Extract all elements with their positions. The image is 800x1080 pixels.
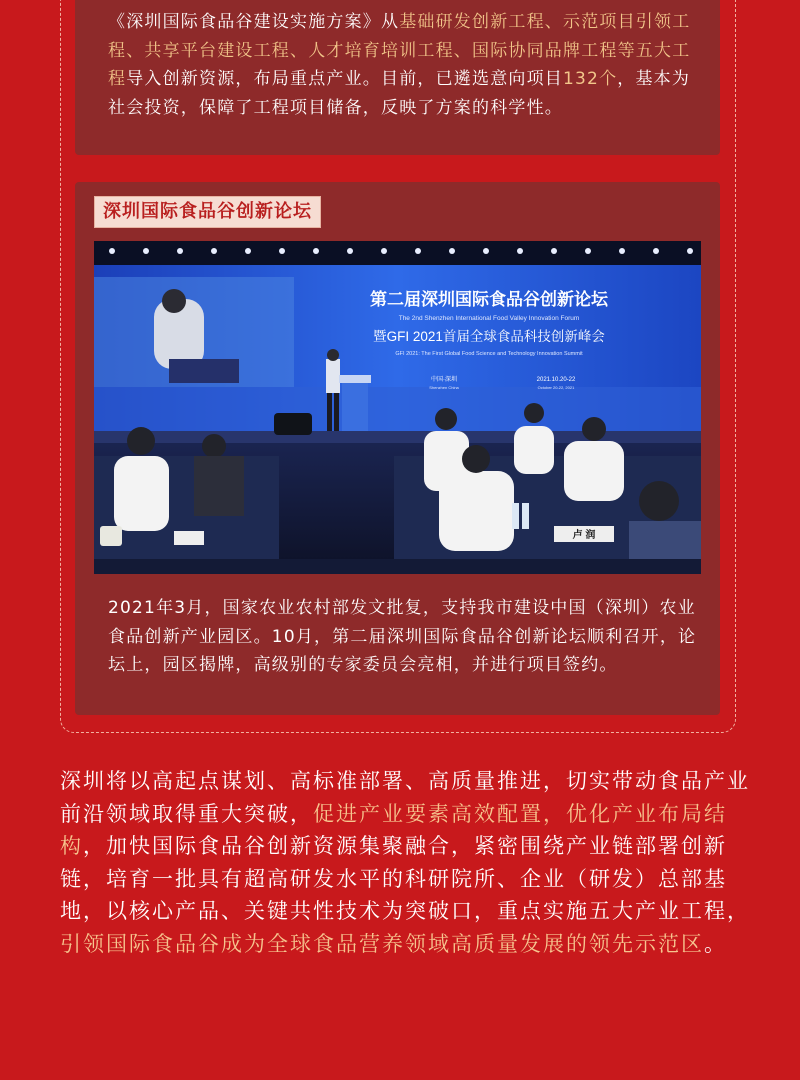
text-run: 深圳将以高起点谋划、高标准部署、高质量推进，切实带动食品产业前沿领域取得重大突破， (60, 769, 750, 826)
screen-title-en: The 2nd Shenzhen International Food Valley Innovation Forum (398, 315, 580, 322)
screen-date-en: October 20-22, 2021 (537, 385, 575, 390)
section-tag: 深圳国际食品谷创新论坛 (94, 196, 321, 228)
implementation-paragraph (108, 8, 708, 122)
text-run: 《深圳国际食品谷建设实施方案》从 (108, 12, 400, 32)
highlight-industry-layout: 促进产业要素高效配置，优化产业布局结构 (60, 801, 727, 858)
forum-photo (94, 241, 701, 574)
screen-date: 2021.10.20-22 (536, 377, 576, 383)
highlight-five-projects: 基础研发创新工程、示范项目引领工程、共享平台建设工程、人才培育培训工程、国际协同品牌工程等五大工程 (108, 12, 691, 89)
text-run: ，基本为社会投资，保障了工程项目储备，反映了方案的科学性。 (108, 69, 691, 118)
forum-caption: 2021年3月，国家农业农村部发文批复，支持我市建设中国（深圳）农业食品创新产业园区。10月，第二届深圳国际食品谷创新论坛顺利召开，论坛上，园区揭牌，高级别的专家委员会亮相，并进行项目签约。 (108, 598, 697, 675)
nameplate-text: 卢 润 (572, 530, 596, 541)
main-paragraph (60, 765, 750, 960)
text-run: ，加快国际食品谷创新资源集聚融合，紧密围绕产业链部署创新链，培育一批具有超高研发水平的科研院所、企业（研发）总部基地，以核心产品、关键共性技术为突破口，重点实施五大产业工程， (60, 834, 750, 923)
highlight-demonstration-zone: 引领国际食品谷成为全球食品营养领域高质量发展的领先示范区 (60, 931, 704, 956)
screen-title: 第二届深圳国际食品谷创新论坛 (370, 290, 608, 309)
info-panel-forum (75, 182, 720, 715)
forum-photo-illustration (94, 241, 701, 574)
text-run: 。 (704, 931, 727, 956)
screen-place-en: Shenzhen China (429, 385, 459, 390)
screen-subtitle: 暨GFI 2021首届全球食品科技创新峰会 (373, 329, 605, 344)
info-panel-implementation (75, 0, 720, 155)
screen-subtitle-en: GFI 2021: The First Global Food Science and Technology Innovation Summit (395, 351, 583, 357)
text-run: 导入创新资源，布局重点产业。目前，已遴选意向项目 (126, 69, 564, 89)
highlight-project-count: 132个 (563, 69, 618, 89)
screen-place: 中国·深圳 (431, 377, 457, 383)
